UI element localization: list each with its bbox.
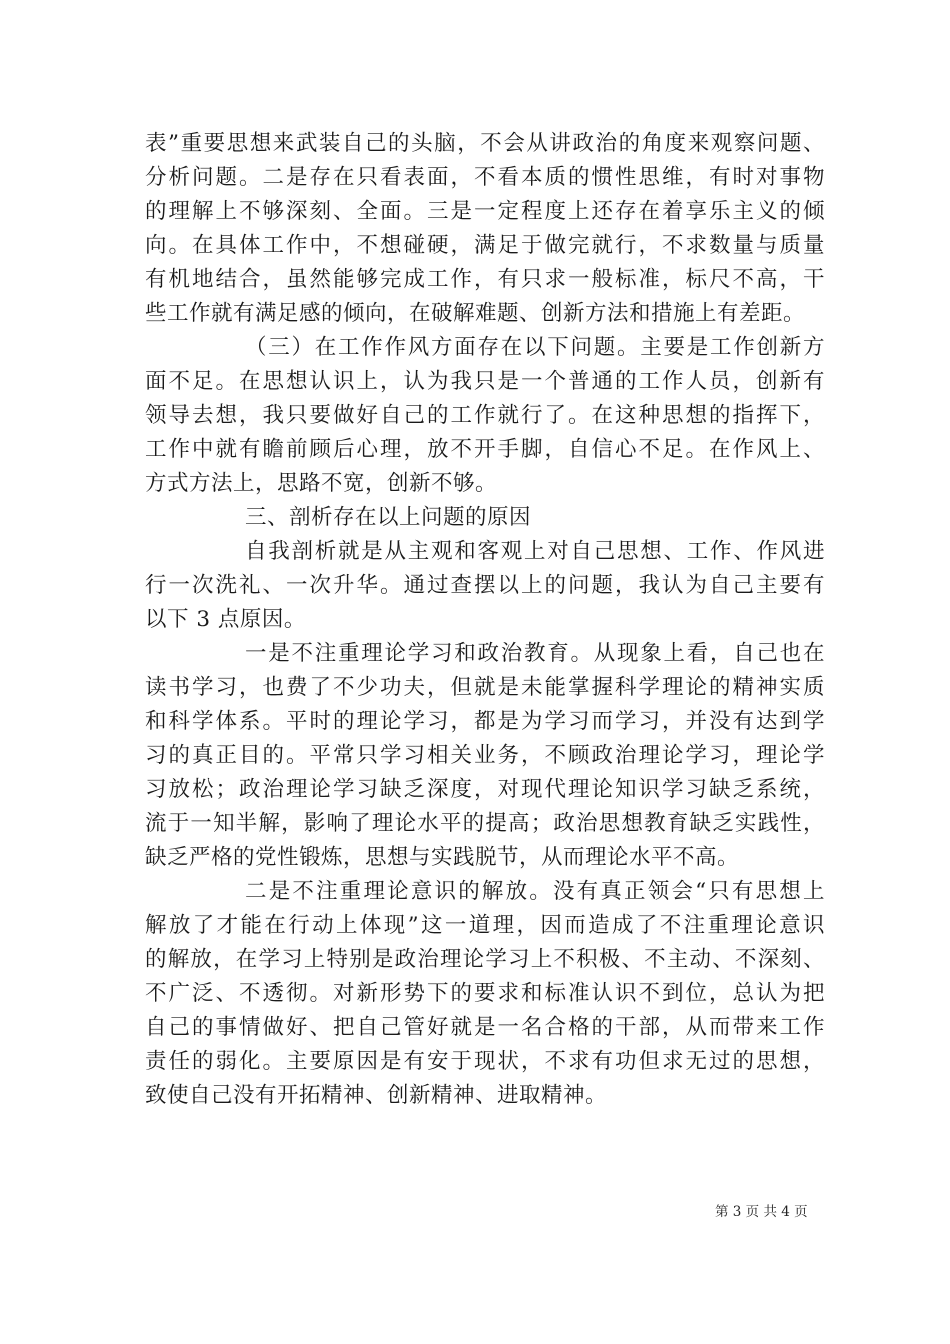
body-text-line: 缺乏严格的党性锻炼，思想与实践脱节，从而理论水平不高。 xyxy=(145,845,740,870)
section-heading-line: （三）在工作作风方面存在以下问题。主要是工作创新方 xyxy=(245,335,825,360)
body-text-line: 行一次洗礼、一次升华。通过查摆以上的问题，我认为自己主要有 xyxy=(145,573,825,598)
body-text-line: 向。在具体工作中，不想碰硬，满足于做完就行，不求数量与质量 xyxy=(145,233,825,258)
body-text-line: 自己的事情做好、把自己管好就是一名合格的干部，从而带来工作 xyxy=(145,1015,825,1040)
body-text-line: 不广泛、不透彻。对新形势下的要求和标准认识不到位，总认为把 xyxy=(145,981,825,1006)
body-text-line: 习放松；政治理论学习缺乏深度，对现代理论知识学习缺乏系统， xyxy=(145,777,825,802)
body-text-line: 致使自己没有开拓精神、创新精神、进取精神。 xyxy=(145,1083,608,1108)
body-text-line: 读书学习，也费了不少功夫，但就是未能掌握科学理论的精神实质 xyxy=(145,675,825,700)
body-text-line: 以下 3 点原因。 xyxy=(145,607,306,632)
body-text-line: 的理解上不够深刻、全面。三是一定程度上还存在着享乐主义的倾 xyxy=(145,199,825,224)
body-text-line: 和科学体系。平时的理论学习，都是为学习而学习，并没有达到学 xyxy=(145,709,825,734)
body-text-line: 有机地结合，虽然能够完成工作，有只求一般标准，标尺不高，干 xyxy=(145,267,825,292)
body-text-line: 表”重要思想来武装自己的头脑，不会从讲政治的角度来观察问题、 xyxy=(145,131,825,156)
body-text-line: 解放了才能在行动上体现”这一道理，因而造成了不注重理论意识 xyxy=(145,913,825,938)
body-text-line: 自我剖析就是从主观和客观上对自己思想、工作、作风进 xyxy=(245,539,825,564)
body-text-line: 责任的弱化。主要原因是有安于现状，不求有功但求无过的思想， xyxy=(145,1049,825,1074)
body-text-line: 面不足。在思想认识上，认为我只是一个普通的工作人员，创新有 xyxy=(145,369,825,394)
body-text-line: 的解放，在学习上特别是政治理论学习上不积极、不主动、不深刻、 xyxy=(145,947,825,972)
body-text-line: 方式方法上，思路不宽，创新不够。 xyxy=(145,471,498,496)
body-text-line: 二是不注重理论意识的解放。没有真正领会“只有思想上 xyxy=(245,879,825,904)
body-text-line: 分析问题。二是存在只看表面，不看本质的惯性思维，有时对事物 xyxy=(145,165,825,190)
body-text-line: 工作中就有瞻前顾后心理，放不开手脚，自信心不足。在作风上、 xyxy=(145,437,825,462)
body-text-line: 习的真正目的。平常只学习相关业务，不顾政治理论学习，理论学 xyxy=(145,743,825,768)
page-number: 第 3 页 共 4 页 xyxy=(715,1204,808,1220)
section-heading: 三、剖析存在以上问题的原因 xyxy=(245,505,532,530)
body-text-line: 些工作就有满足感的倾向，在破解难题、创新方法和措施上有差距。 xyxy=(145,301,806,326)
body-text-line: 领导去想，我只要做好自己的工作就行了。在这种思想的指挥下， xyxy=(145,403,825,428)
body-text-line: 一是不注重理论学习和政治教育。从现象上看，自己也在 xyxy=(245,641,825,666)
body-text-line: 流于一知半解，影响了理论水平的提高；政治思想教育缺乏实践性， xyxy=(145,811,825,836)
